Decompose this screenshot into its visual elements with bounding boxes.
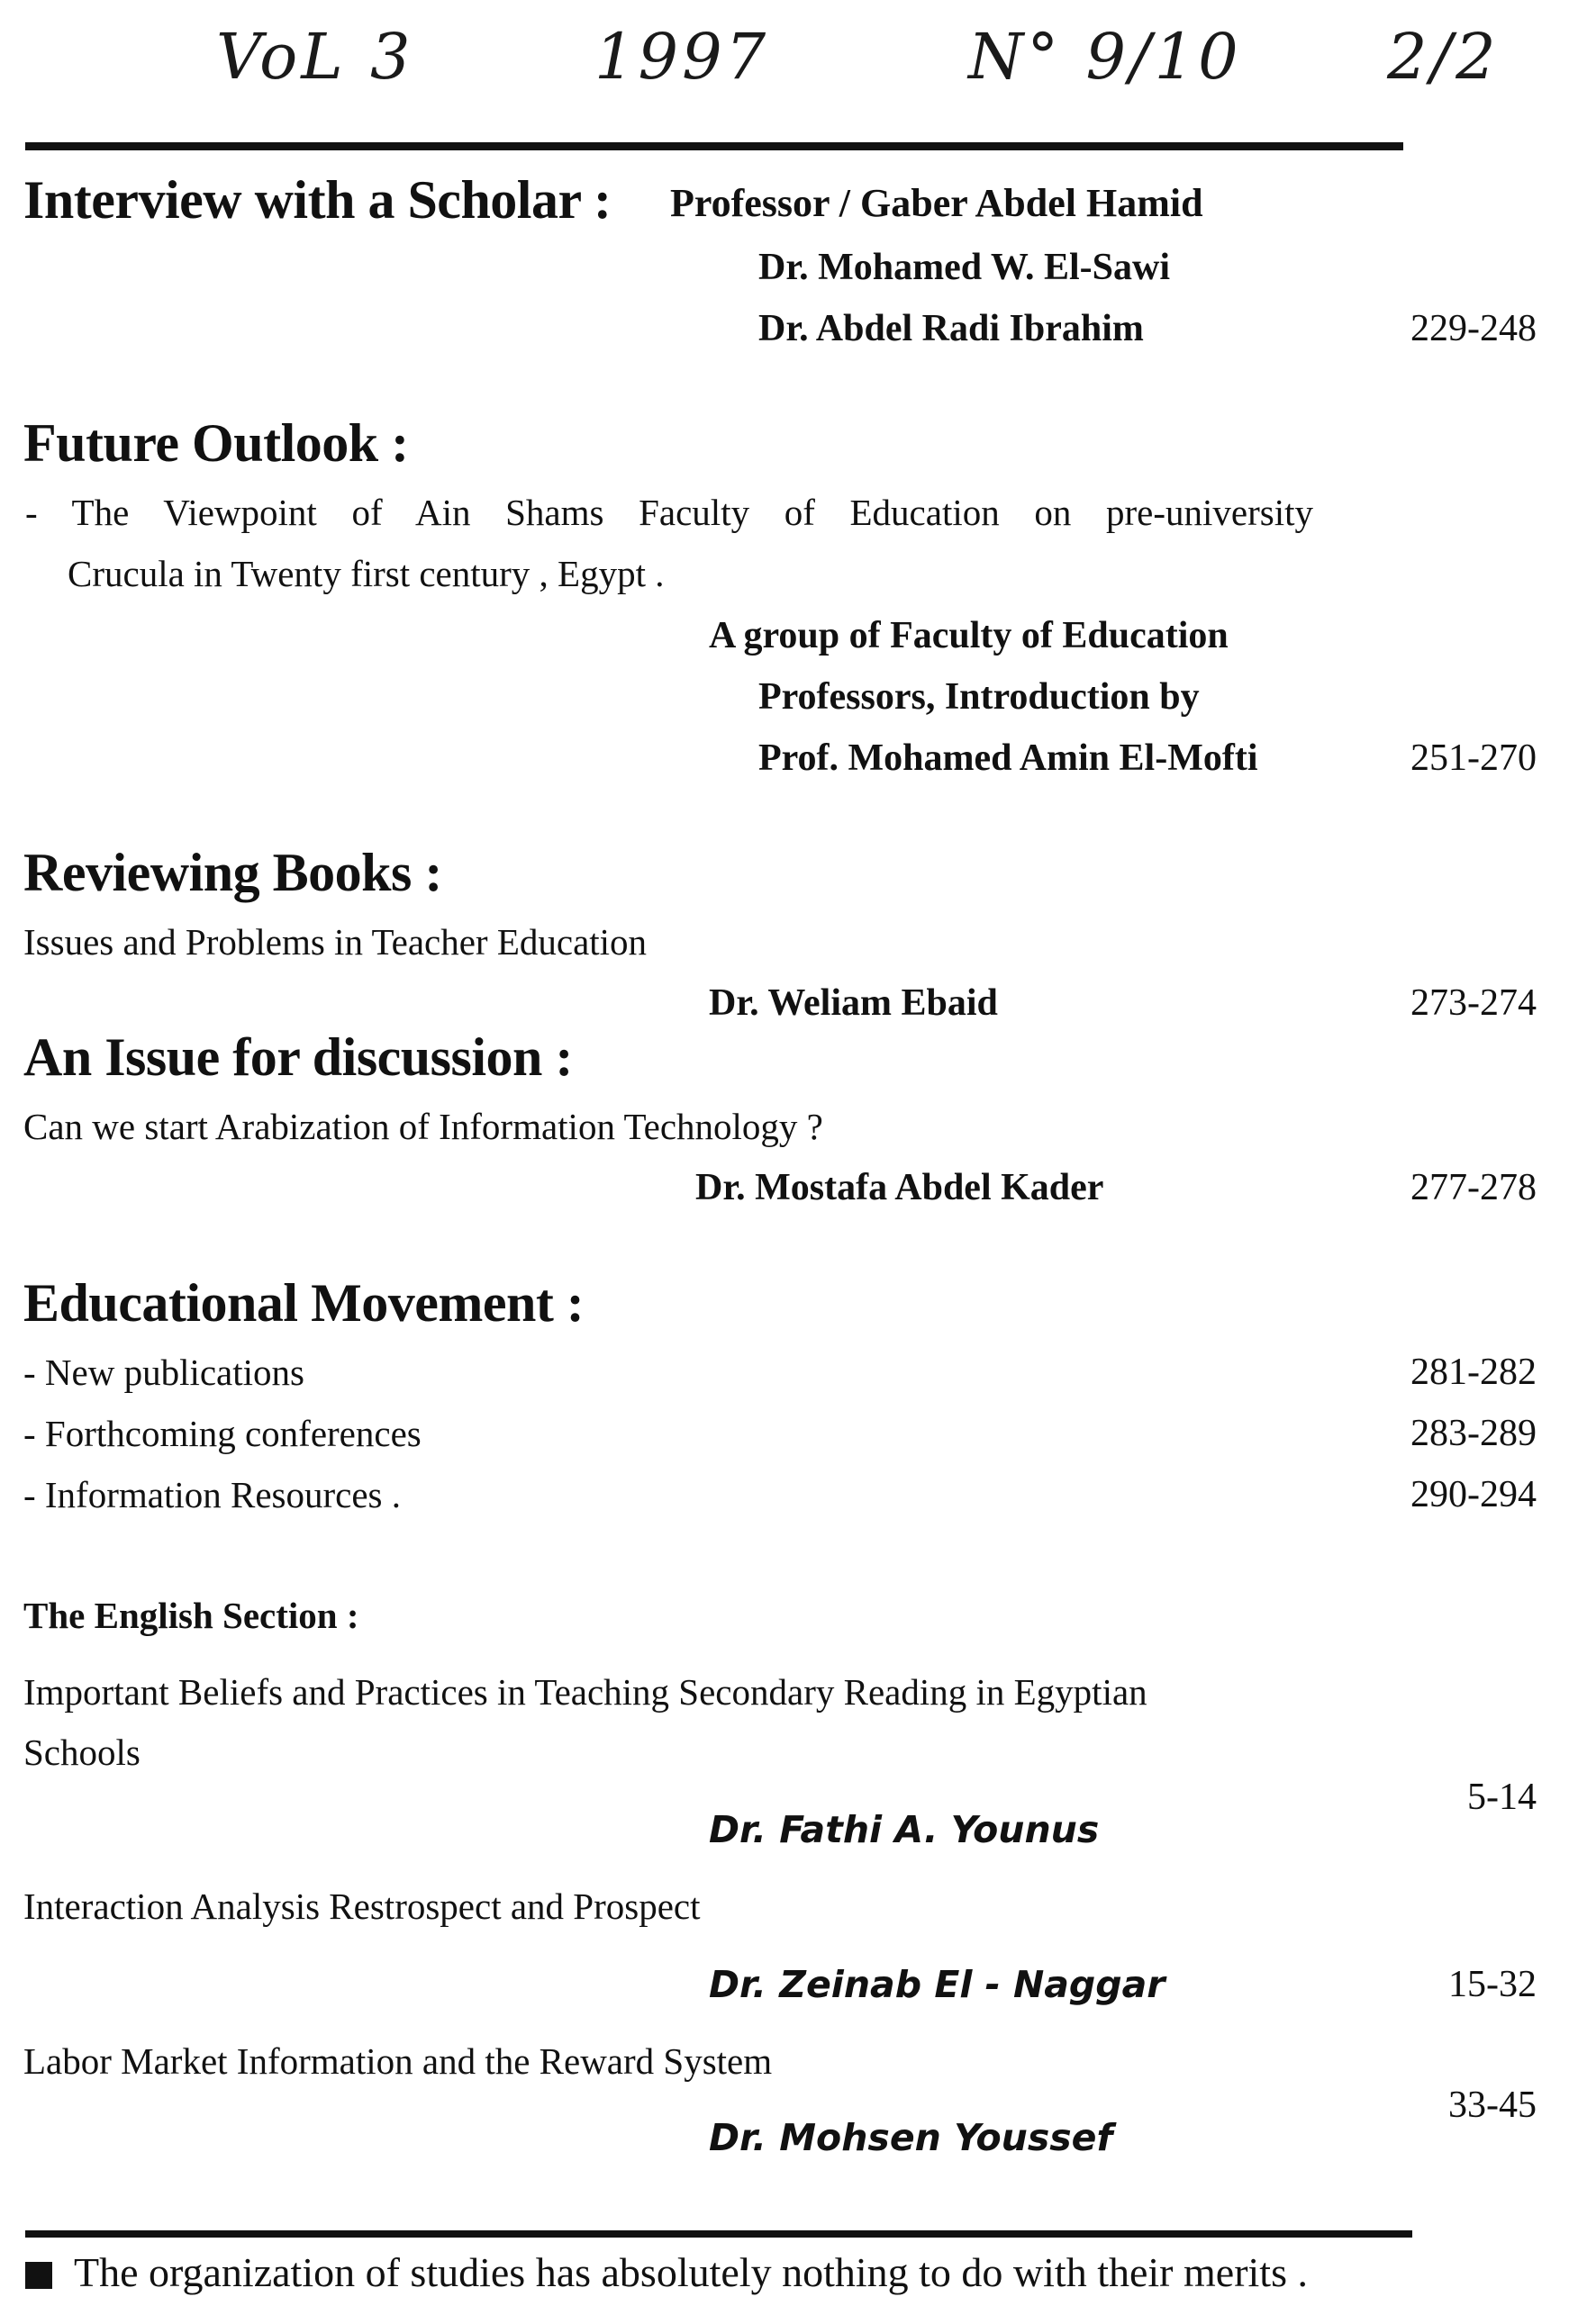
top-rule: [25, 142, 1403, 150]
english-article-title: Schools: [23, 1732, 141, 1773]
movement-section-title: Educational Movement :: [23, 1273, 585, 1333]
english-article-title: Labor Market Information and the Reward System: [23, 2040, 773, 2082]
future-author: A group of Faculty of Education: [709, 615, 1229, 656]
movement-item: - Information Resources .: [23, 1474, 401, 1515]
handwritten-year: 1997: [594, 20, 770, 94]
english-section-title: The English Section :: [23, 1595, 359, 1636]
issue-author: Dr. Mostafa Abdel Kader: [695, 1167, 1104, 1208]
bottom-rule: [25, 2230, 1412, 2238]
future-item-line: Crucula in Twenty first century , Egypt .: [68, 553, 665, 594]
future-pages: 251-270: [1410, 737, 1537, 779]
handwritten-volume: VoL 3: [216, 20, 414, 94]
handwritten-number: N° 9/10: [968, 20, 1242, 94]
reviewing-author: Dr. Weliam Ebaid: [709, 982, 998, 1024]
reviewing-pages: 273-274: [1410, 982, 1537, 1024]
issue-item: Can we start Arabization of Information Technology ?: [23, 1106, 823, 1147]
english-article-author: Dr. Mohsen Youssef: [709, 2116, 1113, 2159]
future-author: Professors, Introduction by: [758, 676, 1200, 718]
future-section-title: Future Outlook :: [23, 413, 409, 473]
interview-pages: 229-248: [1410, 308, 1537, 349]
future-author: Prof. Mohamed Amin El-Mofti: [758, 737, 1258, 779]
bullet-square-icon: [25, 2262, 52, 2289]
interview-section-title: Interview with a Scholar :: [23, 170, 612, 230]
interview-author: Dr. Abdel Radi Ibrahim: [758, 308, 1144, 349]
english-article-title: Interaction Analysis Restrospect and Prospect: [23, 1885, 701, 1927]
movement-item-pages: 281-282: [1410, 1352, 1537, 1393]
interview-author: Dr. Mohamed W. El-Sawi: [758, 247, 1171, 288]
movement-item: - Forthcoming conferences: [23, 1413, 422, 1454]
issue-pages: 277-278: [1410, 1167, 1537, 1208]
english-article-pages: 15-32: [1448, 1964, 1537, 2005]
handwritten-copy: 2/2: [1387, 20, 1500, 94]
interview-lead-author: Professor / Gaber Abdel Hamid: [670, 181, 1203, 225]
english-article-title: Important Beliefs and Practices in Teaching Secondary Reading in Egyptian: [23, 1671, 1147, 1713]
footer-quote: The organization of studies has absolutely nothing to do with their merits .: [74, 2249, 1308, 2295]
english-article-pages: 5-14: [1467, 1777, 1537, 1818]
issue-section-title: An Issue for discussion :: [23, 1027, 573, 1087]
reviewing-item: Issues and Problems in Teacher Education: [23, 921, 648, 963]
movement-item-pages: 283-289: [1410, 1413, 1537, 1454]
future-item-line: - The Viewpoint of Ain Shams Faculty of Education on pre-university: [25, 492, 1313, 533]
english-article-pages: 33-45: [1448, 2084, 1537, 2126]
movement-item: - New publications: [23, 1352, 304, 1393]
english-article-author: Dr. Zeinab El - Naggar: [709, 1963, 1165, 2006]
english-article-author: Dr. Fathi A. Younus: [709, 1808, 1100, 1851]
movement-item-pages: 290-294: [1410, 1474, 1537, 1515]
reviewing-section-title: Reviewing Books :: [23, 843, 442, 902]
